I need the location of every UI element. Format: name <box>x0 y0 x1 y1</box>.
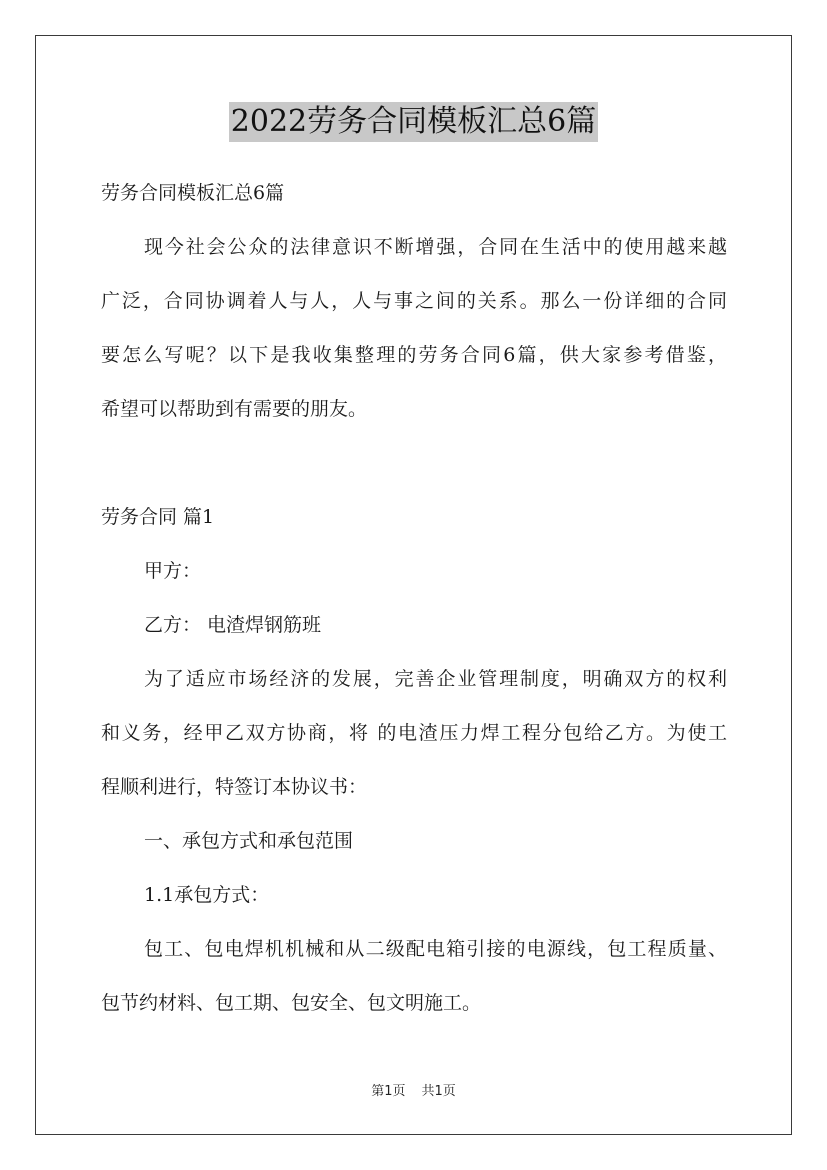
intro-line: 现今社会公众的法律意识不断增强，合同在生活中的使用越来越 <box>144 236 727 258</box>
clause-1-1-body-line: 包节约材料、包工期、包安全、包文明施工。 <box>101 992 482 1014</box>
document-subtitle: 劳务合同模板汇总6篇 <box>101 182 285 204</box>
page-total: 共1页 <box>421 1084 456 1099</box>
document-title: 2022劳务合同模板汇总6篇 <box>229 102 598 142</box>
intro-line: 要怎么写呢？以下是我收集整理的劳务合同6篇，供大家参考借鉴， <box>101 344 727 366</box>
purpose-line: 程顺利进行，特签订本协议书： <box>101 776 368 798</box>
title-wrap <box>0 102 827 142</box>
party-a: 甲方： <box>144 560 202 582</box>
section-heading: 劳务合同 篇1 <box>101 506 215 528</box>
party-b: 乙方： 电渣焊钢筋班 <box>144 614 322 636</box>
clause-1-1-heading: 1.1承包方式： <box>144 884 270 906</box>
purpose-line: 和义务，经甲乙双方协商，将 的电渣压力焊工程分包给乙方。为使工 <box>101 722 727 744</box>
purpose-line: 为了适应市场经济的发展，完善企业管理制度，明确双方的权利 <box>144 668 727 690</box>
intro-line: 广泛，合同协调着人与人，人与事之间的关系。那么一份详细的合同 <box>101 290 727 312</box>
intro-line: 希望可以帮助到有需要的朋友。 <box>101 398 368 420</box>
clause-1-heading: 一、承包方式和承包范围 <box>144 830 354 852</box>
page-footer <box>0 1083 827 1101</box>
page-current: 第1页 <box>371 1084 406 1099</box>
clause-1-1-body-line: 包工、包电焊机机械和从二级配电箱引接的电源线，包工程质量、 <box>144 938 727 960</box>
